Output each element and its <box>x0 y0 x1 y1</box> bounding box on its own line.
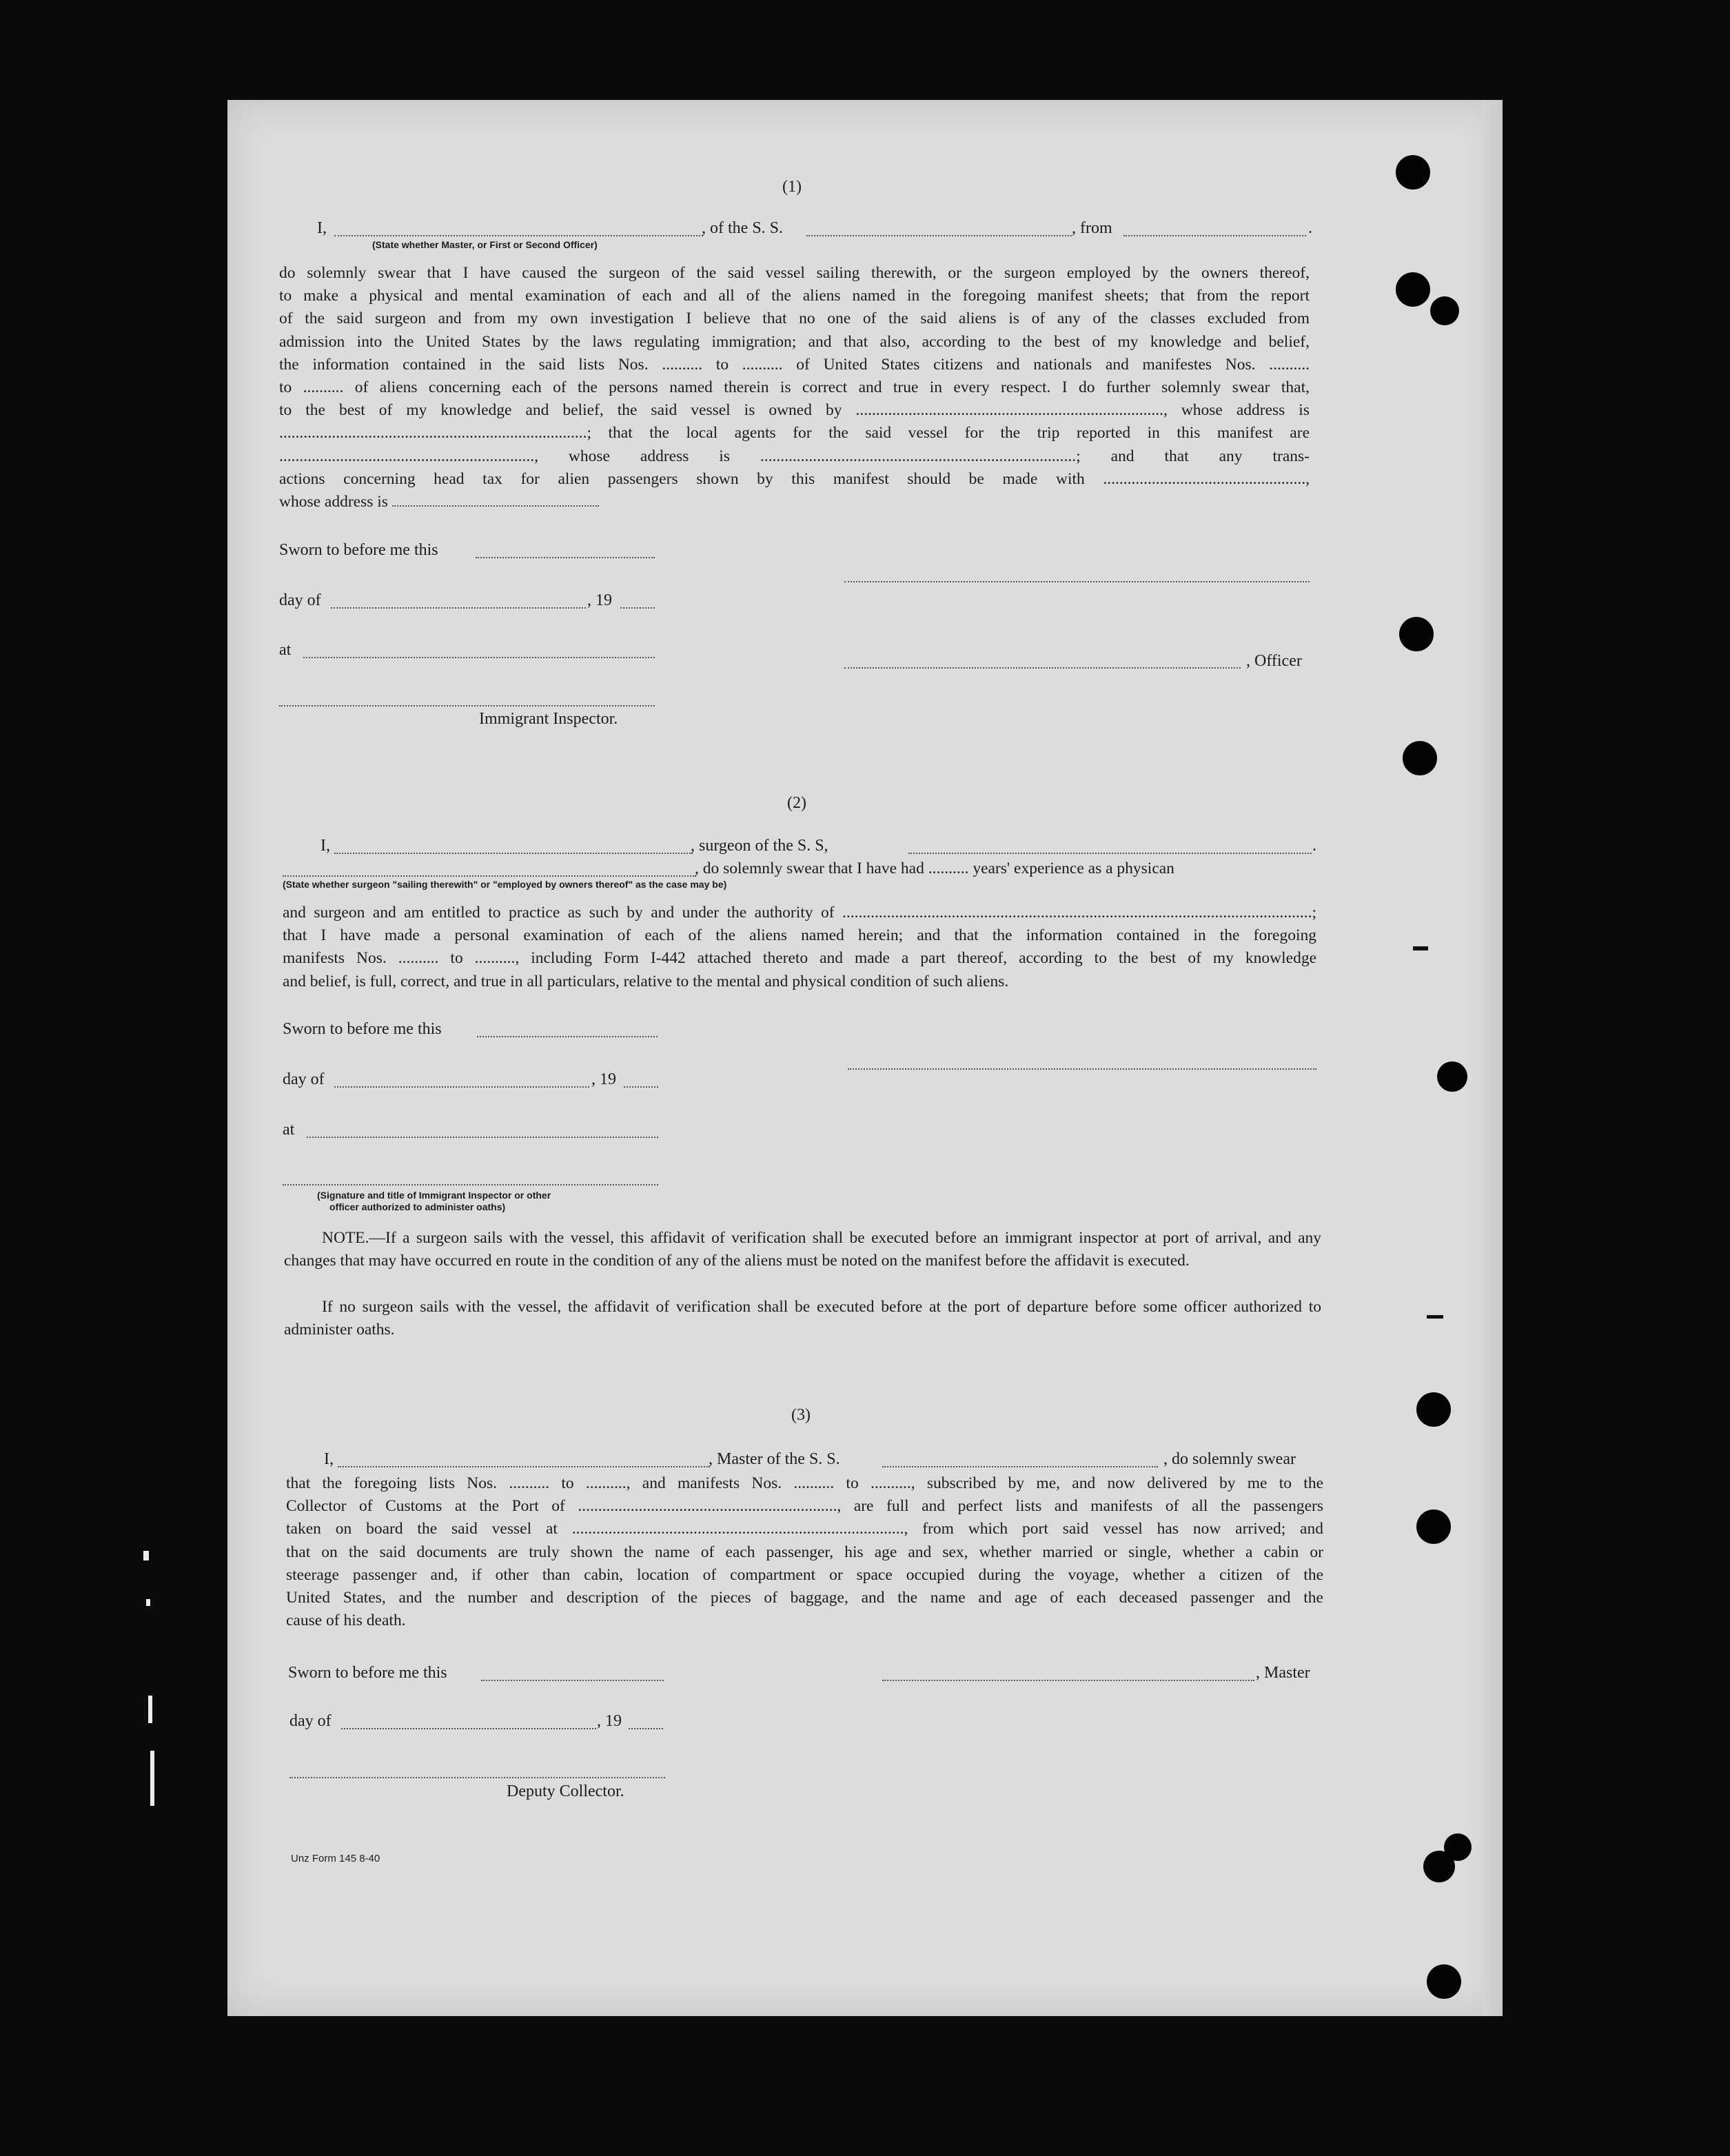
punch-hole <box>1416 1392 1451 1427</box>
punch-hole <box>1399 617 1434 651</box>
inspector-label: Immigrant Inspector. <box>479 710 618 728</box>
departure-port-blank <box>1123 235 1306 236</box>
rank-hint: (State whether Master, or First or Second Officer) <box>372 239 598 250</box>
vessel-name-blank <box>806 235 1072 236</box>
surgeon-of-ss-label: , surgeon of the S. S, <box>691 837 828 855</box>
sworn-label: Sworn to before me this <box>288 1664 447 1682</box>
master-label: , Master <box>1256 1664 1310 1682</box>
solemnly-swear-label: , do solemnly swear <box>1163 1450 1296 1468</box>
film-mark <box>146 1599 150 1606</box>
day-of-blank <box>331 607 586 609</box>
officer-line <box>848 1068 1316 1070</box>
year-label: , 19 <box>587 591 612 609</box>
master-name-blank <box>338 1466 710 1467</box>
punch-hole <box>1423 1851 1455 1882</box>
section-2-oath: and surgeon and am entitled to practice as such by and under the authority of ....................................................................................................................; that I have made a personal examination of each of the aliens named herein; and that the information contained in the foregoing manifests Nos. .......... to .........., including Form I-442 attached thereto and made a part thereof, according to the best of my knowledge and belief, is full, correct, and true in all particulars, relative to the mental and physical condition of such aliens. <box>283 904 1316 990</box>
sworn-date-blank <box>476 557 655 558</box>
sworn-label: Sworn to before me this <box>279 541 438 559</box>
officer-label: , Officer <box>1246 652 1302 670</box>
year-blank <box>624 1086 658 1088</box>
master-signature-blank <box>882 1680 1254 1681</box>
section-3-i: I, <box>324 1450 334 1468</box>
surgeon-type-blank <box>283 875 696 877</box>
signature-hint-2: officer authorized to administer oaths) <box>329 1201 506 1212</box>
note-surgeon-sails: NOTE.—If a surgeon sails with the vessel, this affidavit of verification shall be executed before an immigrant inspector at port of arrival, and any changes that may have occurred en route in the condition of any of the aliens must be noted on the manifest before the affidavit is executed. <box>284 1229 1321 1270</box>
signature-hint-1: (Signature and title of Immigrant Inspector or other <box>317 1190 551 1201</box>
section-3-number: (3) <box>791 1406 811 1424</box>
day-of-label: day of <box>289 1712 332 1730</box>
surgeon-experience-line: , do solemnly swear that I have had .......... years' experience as a physican <box>695 860 1174 877</box>
at-label: at <box>279 641 292 659</box>
film-mark <box>1427 1315 1443 1319</box>
deputy-signature-blank <box>289 1777 665 1778</box>
year-label: , 19 <box>591 1070 616 1088</box>
page-edge <box>1482 100 1503 2016</box>
film-mark <box>143 1551 149 1560</box>
film-mark <box>148 1696 152 1723</box>
at-label: at <box>283 1121 295 1139</box>
surgeon-name-blank <box>334 853 693 854</box>
master-vessel-blank <box>882 1466 1158 1467</box>
punch-hole <box>1396 272 1430 307</box>
note-no-surgeon: If no surgeon sails with the vessel, the affidavit of verification shall be executed before at the port of departure before some officer authorized to administer oaths. <box>284 1298 1321 1339</box>
sworn-label: Sworn to before me this <box>283 1020 442 1038</box>
surgeon-type-hint: (State whether surgeon "sailing therewith" or "employed by owners thereof" as the case may be) <box>283 879 727 890</box>
of-ss-label: , of the S. S. <box>702 219 784 237</box>
section-3-oath: that the foregoing lists Nos. .......... to .........., and manifests Nos. .......... to .........., subscribed by me, and now delivered by me to the Collector of Customs at the Port of ................................................................, are full and perfect lists and manifests of all the passengers taken on board the said vessel at .................................................................................., from which port said vessel has now arrived; and that on the said documents are truly shown the name of each passenger, his age and sex, whether married or single, whether a cabin or steerage passenger and, if other than cabin, location of compartment or space occupied during the voyage, whether a citizen of the United States, and the number and description of the pieces of baggage, and the name and age of each deceased passenger and the cause of his death. <box>286 1474 1323 1630</box>
inspector-signature-blank <box>283 1184 658 1186</box>
from-label: , from <box>1072 219 1112 237</box>
officer-signature-blank <box>844 667 1241 669</box>
at-place-blank <box>307 1137 658 1138</box>
year-blank <box>629 1728 663 1729</box>
officer-line-upper <box>844 581 1310 582</box>
rank-blank <box>334 235 703 236</box>
sworn-date-blank <box>481 1680 664 1681</box>
punch-hole <box>1430 296 1459 325</box>
deputy-collector-label: Deputy Collector. <box>507 1782 624 1800</box>
film-mark <box>1413 946 1428 950</box>
day-of-blank <box>341 1728 596 1729</box>
section-1-number: (1) <box>782 178 802 196</box>
section-2-i: I, <box>320 837 330 855</box>
inspector-signature-blank <box>279 705 655 706</box>
punch-hole <box>1416 1509 1451 1544</box>
day-of-label: day of <box>283 1070 325 1088</box>
punch-hole <box>1396 155 1430 190</box>
section-2-number: (2) <box>787 794 806 812</box>
punch-hole <box>1437 1061 1467 1092</box>
punch-hole <box>1403 741 1437 775</box>
section-1-i: I, <box>317 219 327 237</box>
day-of-label: day of <box>279 591 321 609</box>
punch-hole <box>1427 1964 1461 1999</box>
line-end: . <box>1308 219 1312 237</box>
surgeon-vessel-blank <box>908 853 1312 854</box>
year-blank <box>620 607 655 609</box>
form-number: Unz Form 145 8-40 <box>291 1853 380 1864</box>
section-1-oath: do solemnly swear that I have caused the surgeon of the said vessel sailing therewith, or the surgeon employed by the owners thereof, to make a physical and mental examination of each and all of the aliens named in the foregoing manifest sheets; that from the report of the said surgeon and from my own investigation I believe that no one of the said aliens is of any of the classes excluded from admission into the United States by the laws regulating immigration; and that also, according to the best of my knowledge and belief, the information contained in the said lists Nos. .......... to .......... of United States citizens and nationals and manifestes Nos. .......... to .......... of aliens concerning each of the persons named therein is correct and true in every respect. I do further solemnly swear that, to the best of my knowledge and belief, the said vessel is owned by ............................................................................, whose address is ............................................................................; that the local agents for the said vessel for the trip reported in this manifest are ..............................................................., whose address is ..............................................................................; and that any trans- actions concerning head tax for alien passengers shown by this manifest should be made with .................................................., whose address is <box>279 264 1310 511</box>
day-of-blank <box>334 1086 589 1088</box>
film-mark <box>150 1751 154 1806</box>
line-end: . <box>1312 837 1316 855</box>
master-of-ss-label: , Master of the S. S. <box>709 1450 840 1468</box>
sworn-date-blank <box>477 1036 658 1037</box>
year-label: , 19 <box>597 1712 622 1730</box>
at-place-blank <box>303 657 655 658</box>
